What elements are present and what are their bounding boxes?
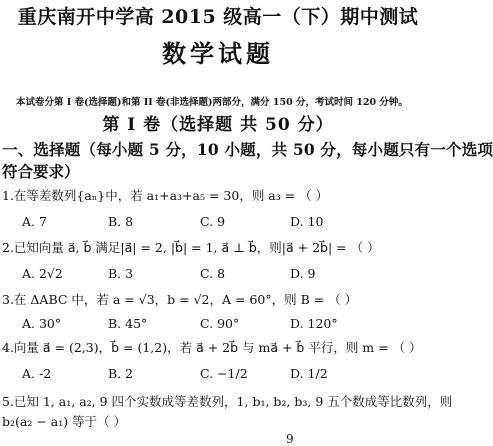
- question-4-option-c: C. −1/2: [200, 366, 248, 381]
- question-1-option-b: B. 8: [108, 214, 134, 229]
- question-2-option-d: D. 9: [290, 266, 316, 281]
- question-1-option-c: C. 9: [200, 214, 226, 229]
- question-4-option-a: A. -2: [22, 366, 52, 381]
- question-3-text: 3.在 ΔABC 中，若 a = √3，b = √2，A = 60°，则 B = （ ）: [2, 292, 358, 307]
- question-1-option-d: D. 10: [290, 214, 324, 229]
- question-3-option-c: C. 90°: [200, 316, 240, 331]
- question-1-option-a: A. 7: [22, 214, 47, 229]
- exam-subject-title: 数学试题: [162, 39, 274, 68]
- section-heading-line1: 一、选择题（每小题 5 分，10 小题，共 50 分，每小题只有一个选项: [2, 140, 493, 159]
- question-2-text: 2.已知向量 a⃗, b⃗ 满足|a⃗| = 2, |b⃗| = 1, a⃗ ⊥ b⃗，则|a⃗ + 2b⃗| = （ ）: [2, 240, 380, 255]
- question-3-option-d: D. 120°: [290, 316, 338, 331]
- question-2-option-c: C. 8: [200, 266, 226, 281]
- question-4-text: 4.向量 a⃗ = (2,3)，b⃗ = (1,2)，若 a⃗ + 2b⃗ 与 ma⃗ + b⃗ 平行，则 m = （ ）: [2, 340, 422, 355]
- question-2-option-a: A. 2√2: [22, 266, 63, 281]
- volume-title: 第 I 卷（选择题 共 50 分）: [102, 115, 334, 135]
- question-3-option-b: B. 45°: [108, 316, 148, 331]
- question-2-option-b: B. 3: [108, 266, 134, 281]
- question-4-option-d: D. 1/2: [290, 366, 328, 381]
- question-5-text-line2: b₂(a₂ − a₁) 等于（ ）: [2, 414, 127, 429]
- question-5-text: 5.已知 1, a₁, a₂, 9 四个实数成等差数列，1, b₁, b₂, b₃, 9 五个数成等比数列，则: [2, 394, 453, 409]
- cutoff-fraction-fragment: 9: [286, 432, 294, 446]
- question-3-option-a: A. 30°: [22, 316, 62, 331]
- exam-note: 本试卷分第 I 卷(选择题)和第 II 卷(非选择题)两部分，满分 150 分，考试时间 120 分钟。: [16, 97, 408, 108]
- question-1-text: 1.在等差数列{aₙ}中，若 a₁+a₃+a₅ = 30，则 a₃ = （ ）: [2, 188, 329, 203]
- section-heading-line2: 符合要求）: [2, 162, 80, 181]
- exam-school-title: 重庆南开中学高 2015 级高一（下）期中测试: [17, 6, 419, 28]
- question-4-option-b: B. 2: [108, 366, 134, 381]
